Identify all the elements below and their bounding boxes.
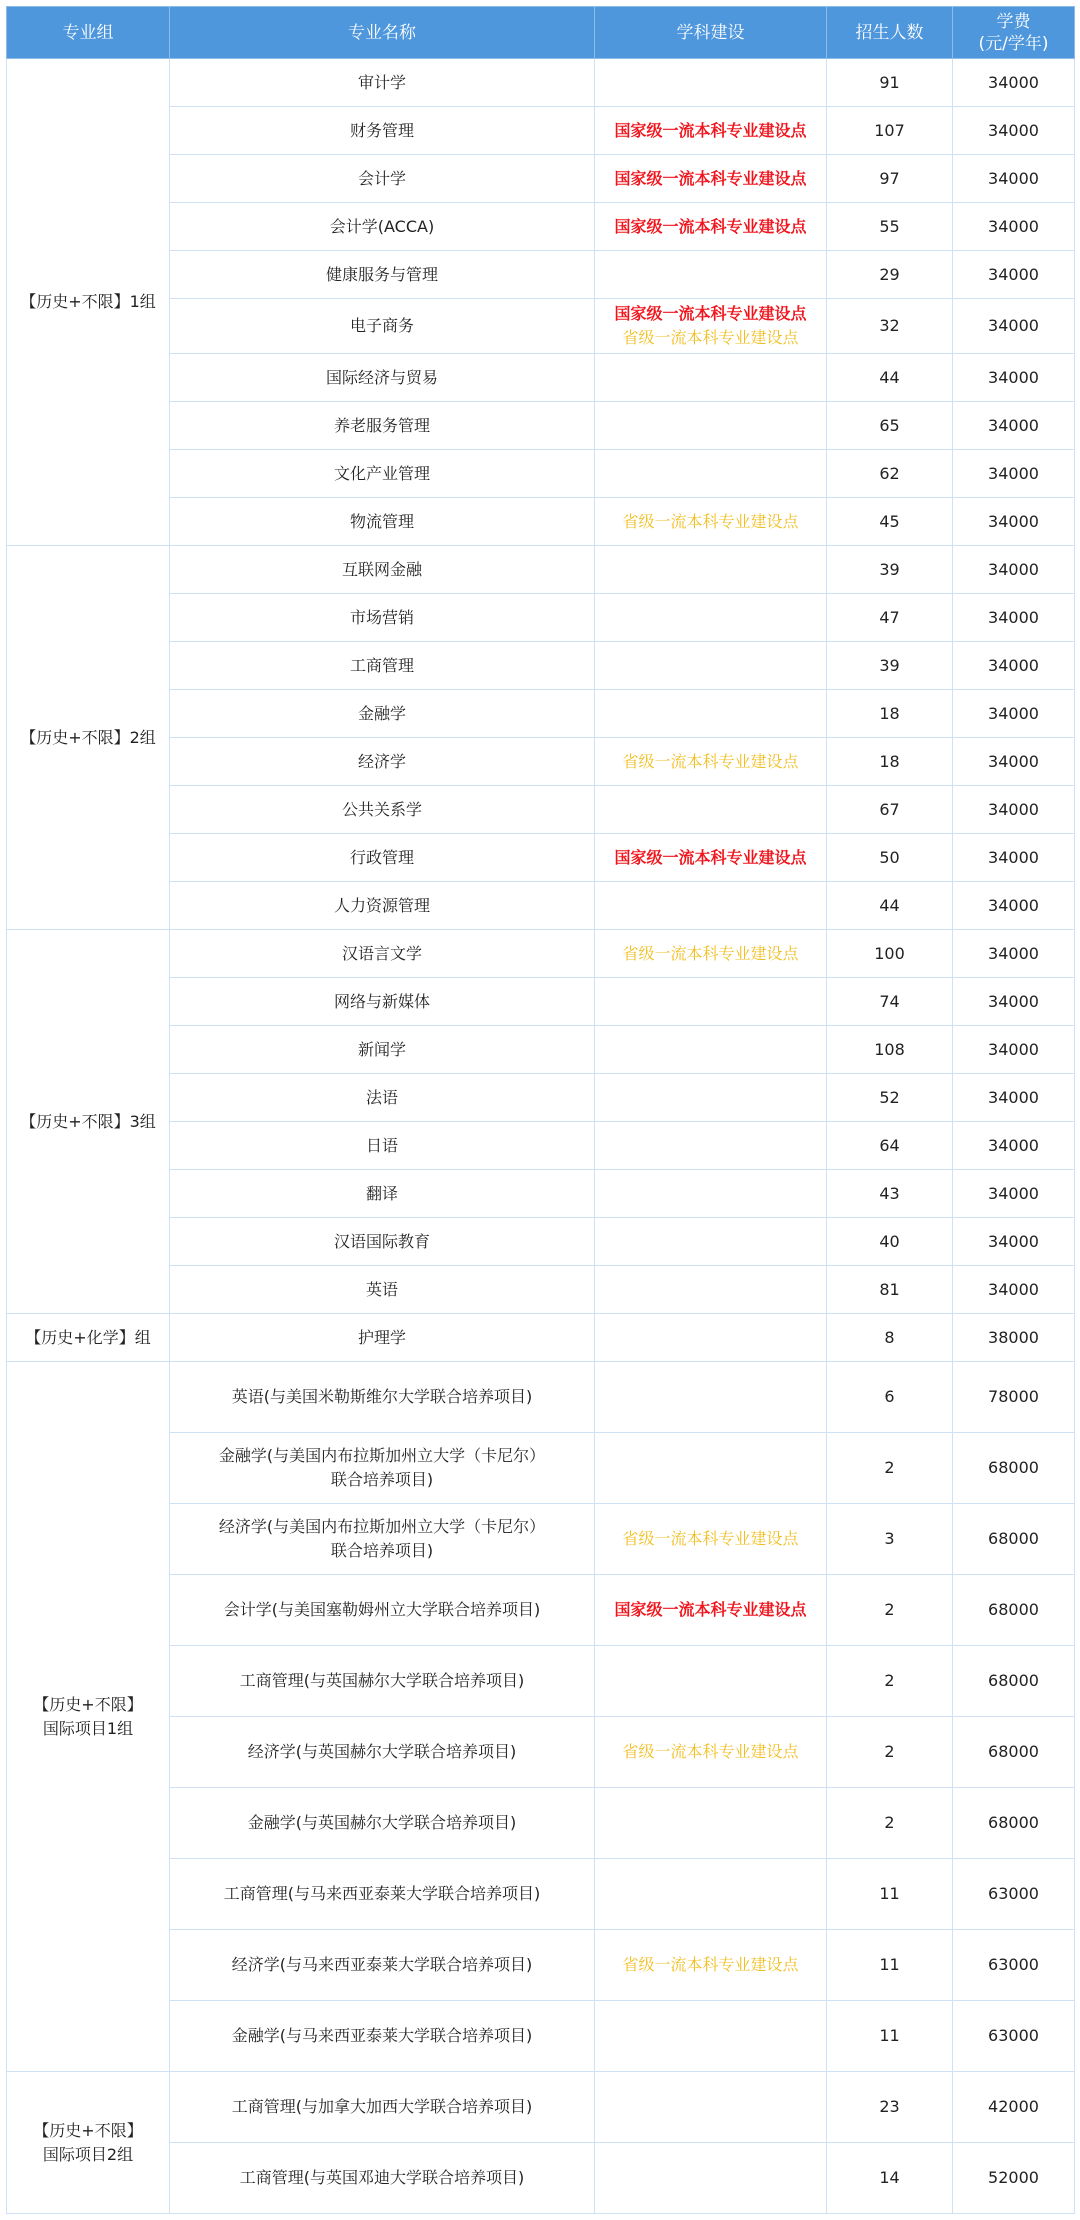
tuition-fee: 34000	[953, 251, 1075, 299]
national-badge: 国家级一流本科专业建设点	[614, 120, 807, 140]
tuition-fee: 34000	[953, 594, 1075, 642]
enrollment-count: 74	[827, 978, 953, 1026]
tuition-fee: 63000	[953, 1930, 1075, 2001]
tuition-fee: 34000	[953, 1218, 1075, 1266]
build-cell	[595, 402, 827, 450]
header-group: 专业组	[7, 7, 170, 59]
header-row	[7, 7, 1075, 59]
build-cell	[595, 1504, 827, 1575]
enrollment-count: 97	[827, 155, 953, 203]
major-name: 审计学	[357, 72, 406, 92]
build-cell	[595, 1646, 827, 1717]
major-name-cell	[170, 402, 595, 450]
build-cell	[595, 59, 827, 107]
major-name: 财务管理	[349, 120, 414, 140]
major-name-cell	[170, 786, 595, 834]
tuition-fee: 34000	[953, 930, 1075, 978]
tuition-fee: 63000	[953, 1859, 1075, 1930]
major-name: 健康服务与管理	[325, 264, 438, 284]
tuition-fee: 34000	[953, 1074, 1075, 1122]
tuition-fee: 34000	[953, 402, 1075, 450]
major-name: 经济学(与美国内布拉斯加州立大学（卡尼尔）	[218, 1517, 546, 1536]
major-name-cell	[170, 2143, 595, 2214]
major-name-cell	[170, 1646, 595, 1717]
build-cell	[595, 882, 827, 930]
major-name-cell	[170, 155, 595, 203]
build-cell	[595, 450, 827, 498]
enrollment-count: 67	[827, 786, 953, 834]
enrollment-count: 81	[827, 1266, 953, 1314]
enrollment-count: 2	[827, 1646, 953, 1717]
major-name-cell	[170, 1122, 595, 1170]
group-label: 【历史+化学】组	[25, 1327, 151, 1347]
major-name: 电子商务	[349, 316, 414, 335]
major-name-cell	[170, 738, 595, 786]
enrollment-count: 39	[827, 546, 953, 594]
header-name: 专业名称	[170, 7, 595, 59]
major-name: 会计学(与美国塞勒姆州立大学联合培养项目)	[223, 1600, 541, 1619]
major-name: 工商管理(与英国邓迪大学联合培养项目)	[239, 2168, 525, 2187]
header-count: 招生人数	[827, 7, 953, 59]
tuition-fee: 34000	[953, 978, 1075, 1026]
major-name: 金融学(与英国赫尔大学联合培养项目)	[247, 1813, 517, 1832]
enrollment-count: 39	[827, 642, 953, 690]
major-name-cell	[170, 2072, 595, 2143]
major-name-cell	[170, 978, 595, 1026]
major-name: 经济学(与马来西亚泰莱大学联合培养项目)	[231, 1955, 533, 1974]
major-name: 公共关系学	[341, 799, 422, 819]
tuition-fee: 34000	[953, 882, 1075, 930]
enrollment-count: 52	[827, 1074, 953, 1122]
enrollment-count: 23	[827, 2072, 953, 2143]
major-name-cell	[170, 1314, 595, 1362]
major-name-cell	[170, 930, 595, 978]
major-name-cell	[170, 1788, 595, 1859]
enrollment-count: 18	[827, 738, 953, 786]
major-name-cell	[170, 834, 595, 882]
enrollment-count: 44	[827, 354, 953, 402]
tuition-fee: 34000	[953, 299, 1075, 354]
major-name-cell	[170, 2001, 595, 2072]
national-badge: 国家级一流本科专业建设点	[614, 304, 807, 323]
build-cell	[595, 1575, 827, 1646]
provincial-badge: 省级一流本科专业建设点	[622, 1742, 799, 1761]
provincial-badge: 省级一流本科专业建设点	[622, 511, 799, 531]
tuition-fee: 34000	[953, 498, 1075, 546]
major-name-cell	[170, 882, 595, 930]
group-label: 国际项目1组	[42, 1718, 134, 1738]
major-name-cell	[170, 642, 595, 690]
build-cell	[595, 2072, 827, 2143]
tuition-fee: 68000	[953, 1717, 1075, 1788]
build-cell	[595, 834, 827, 882]
tuition-fee: 68000	[953, 1575, 1075, 1646]
enrollment-count: 40	[827, 1218, 953, 1266]
major-name-cell	[170, 1504, 595, 1575]
tuition-fee: 34000	[953, 1026, 1075, 1074]
major-name-cell	[170, 1218, 595, 1266]
major-name-cell	[170, 1575, 595, 1646]
major-name-cell	[170, 1074, 595, 1122]
header-fee-line1: 学费	[996, 11, 1031, 32]
build-cell	[595, 1266, 827, 1314]
major-name: 联合培养项目)	[330, 1541, 434, 1560]
build-cell	[595, 1218, 827, 1266]
build-cell	[595, 642, 827, 690]
table-row	[7, 2072, 1075, 2143]
enrollment-count: 14	[827, 2143, 953, 2214]
enrollment-count: 107	[827, 107, 953, 155]
enrollment-count: 2	[827, 1788, 953, 1859]
major-name: 物流管理	[349, 511, 414, 531]
header-fee-line2: (元/学年)	[978, 33, 1049, 54]
major-name: 新闻学	[357, 1039, 406, 1059]
major-name-cell	[170, 1026, 595, 1074]
build-cell	[595, 1170, 827, 1218]
major-name-cell	[170, 1930, 595, 2001]
build-cell	[595, 1717, 827, 1788]
build-cell	[595, 978, 827, 1026]
tuition-fee: 34000	[953, 546, 1075, 594]
tuition-fee: 34000	[953, 450, 1075, 498]
enrollment-count: 108	[827, 1026, 953, 1074]
admission-table-wrapper	[6, 6, 1074, 2214]
build-cell	[595, 354, 827, 402]
table-row	[7, 59, 1075, 107]
build-cell	[595, 1362, 827, 1433]
build-cell	[595, 498, 827, 546]
tuition-fee: 34000	[953, 834, 1075, 882]
build-cell	[595, 2001, 827, 2072]
major-name: 联合培养项目)	[330, 1470, 434, 1489]
major-name: 经济学	[357, 751, 406, 771]
major-name-cell	[170, 251, 595, 299]
major-name: 人力资源管理	[333, 895, 430, 915]
enrollment-count: 45	[827, 498, 953, 546]
tuition-fee: 34000	[953, 107, 1075, 155]
tuition-fee: 34000	[953, 1122, 1075, 1170]
enrollment-count: 43	[827, 1170, 953, 1218]
group-label: 【历史+不限】	[33, 1694, 143, 1714]
build-cell	[595, 786, 827, 834]
enrollment-count: 2	[827, 1575, 953, 1646]
enrollment-count: 18	[827, 690, 953, 738]
tuition-fee: 34000	[953, 203, 1075, 251]
major-name-cell	[170, 1717, 595, 1788]
build-cell	[595, 738, 827, 786]
group-cell	[7, 1362, 170, 2072]
major-name-cell	[170, 1362, 595, 1433]
tuition-fee: 68000	[953, 1788, 1075, 1859]
major-name: 汉语言文学	[341, 943, 422, 963]
enrollment-count: 47	[827, 594, 953, 642]
tuition-fee: 52000	[953, 2143, 1075, 2214]
provincial-badge: 省级一流本科专业建设点	[622, 943, 799, 963]
major-name-cell	[170, 1859, 595, 1930]
major-name-cell	[170, 1170, 595, 1218]
enrollment-count: 62	[827, 450, 953, 498]
header-fee	[953, 7, 1075, 59]
tuition-fee: 34000	[953, 1266, 1075, 1314]
major-name: 经济学(与英国赫尔大学联合培养项目)	[247, 1742, 517, 1761]
tuition-fee: 68000	[953, 1433, 1075, 1504]
group-cell	[7, 546, 170, 930]
national-badge: 国家级一流本科专业建设点	[614, 847, 807, 867]
build-cell	[595, 1074, 827, 1122]
major-name-cell	[170, 354, 595, 402]
build-cell	[595, 546, 827, 594]
major-name: 工商管理(与加拿大加西大学联合培养项目)	[231, 2097, 533, 2116]
tuition-fee: 68000	[953, 1504, 1075, 1575]
major-name-cell	[170, 59, 595, 107]
build-cell	[595, 2143, 827, 2214]
major-name-cell	[170, 450, 595, 498]
major-name-cell	[170, 498, 595, 546]
major-name: 金融学(与美国内布拉斯加州立大学（卡尼尔）	[218, 1446, 546, 1465]
admission-table	[6, 6, 1075, 2214]
major-name-cell	[170, 690, 595, 738]
enrollment-count: 55	[827, 203, 953, 251]
tuition-fee: 34000	[953, 1170, 1075, 1218]
build-cell	[595, 299, 827, 354]
table-body	[7, 59, 1075, 2214]
tuition-fee: 34000	[953, 786, 1075, 834]
tuition-fee: 34000	[953, 155, 1075, 203]
group-cell	[7, 930, 170, 1314]
provincial-badge: 省级一流本科专业建设点	[622, 328, 799, 347]
build-cell	[595, 930, 827, 978]
enrollment-count: 11	[827, 1930, 953, 2001]
group-cell	[7, 2072, 170, 2214]
header-build: 学科建设	[595, 7, 827, 59]
group-label: 【历史+不限】	[33, 2120, 143, 2140]
major-name-cell	[170, 594, 595, 642]
table-row	[7, 1314, 1075, 1362]
enrollment-count: 64	[827, 1122, 953, 1170]
major-name: 法语	[365, 1087, 398, 1107]
build-cell	[595, 594, 827, 642]
major-name-cell	[170, 299, 595, 354]
table-row	[7, 546, 1075, 594]
tuition-fee: 34000	[953, 642, 1075, 690]
build-cell	[595, 1314, 827, 1362]
national-badge: 国家级一流本科专业建设点	[614, 168, 807, 188]
enrollment-count: 29	[827, 251, 953, 299]
major-name: 英语(与美国米勒斯维尔大学联合培养项目)	[231, 1387, 533, 1406]
tuition-fee: 34000	[953, 59, 1075, 107]
enrollment-count: 8	[827, 1314, 953, 1362]
build-cell	[595, 107, 827, 155]
major-name: 网络与新媒体	[333, 991, 430, 1011]
major-name-cell	[170, 546, 595, 594]
major-name: 金融学	[357, 703, 406, 723]
major-name: 市场营销	[349, 607, 414, 627]
group-label: 国际项目2组	[42, 2144, 134, 2164]
enrollment-count: 3	[827, 1504, 953, 1575]
tuition-fee: 34000	[953, 690, 1075, 738]
enrollment-count: 2	[827, 1717, 953, 1788]
major-name: 日语	[365, 1135, 398, 1155]
build-cell	[595, 251, 827, 299]
enrollment-count: 2	[827, 1433, 953, 1504]
group-label: 【历史+不限】1组	[20, 292, 156, 311]
enrollment-count: 11	[827, 1859, 953, 1930]
major-name: 工商管理(与马来西亚泰莱大学联合培养项目)	[223, 1884, 541, 1903]
tuition-fee: 68000	[953, 1646, 1075, 1717]
group-label: 【历史+不限】3组	[20, 1111, 156, 1131]
tuition-fee: 38000	[953, 1314, 1075, 1362]
tuition-fee: 34000	[953, 354, 1075, 402]
table-row	[7, 930, 1075, 978]
enrollment-count: 65	[827, 402, 953, 450]
major-name-cell	[170, 203, 595, 251]
group-label: 【历史+不限】2组	[20, 727, 156, 747]
major-name-cell	[170, 1266, 595, 1314]
major-name: 工商管理(与英国赫尔大学联合培养项目)	[239, 1671, 525, 1690]
major-name: 金融学(与马来西亚泰莱大学联合培养项目)	[231, 2026, 533, 2045]
major-name: 翻译	[365, 1183, 398, 1203]
major-name: 会计学(ACCA)	[329, 216, 435, 236]
enrollment-count: 32	[827, 299, 953, 354]
build-cell	[595, 1930, 827, 2001]
build-cell	[595, 203, 827, 251]
enrollment-count: 6	[827, 1362, 953, 1433]
enrollment-count: 44	[827, 882, 953, 930]
national-badge: 国家级一流本科专业建设点	[614, 216, 807, 236]
build-cell	[595, 1433, 827, 1504]
major-name-cell	[170, 107, 595, 155]
tuition-fee: 78000	[953, 1362, 1075, 1433]
major-name: 养老服务管理	[333, 415, 430, 435]
tuition-fee: 63000	[953, 2001, 1075, 2072]
major-name: 会计学	[357, 168, 406, 188]
group-cell	[7, 1314, 170, 1362]
group-cell	[7, 59, 170, 546]
build-cell	[595, 690, 827, 738]
enrollment-count: 91	[827, 59, 953, 107]
build-cell	[595, 1122, 827, 1170]
major-name: 互联网金融	[341, 559, 422, 579]
build-cell	[595, 1026, 827, 1074]
enrollment-count: 11	[827, 2001, 953, 2072]
enrollment-count: 50	[827, 834, 953, 882]
major-name: 行政管理	[349, 847, 414, 867]
national-badge: 国家级一流本科专业建设点	[614, 1600, 807, 1619]
enrollment-count: 100	[827, 930, 953, 978]
build-cell	[595, 155, 827, 203]
major-name: 护理学	[357, 1327, 406, 1347]
major-name: 英语	[365, 1279, 398, 1299]
provincial-badge: 省级一流本科专业建设点	[622, 1955, 799, 1974]
provincial-badge: 省级一流本科专业建设点	[622, 1529, 799, 1548]
build-cell	[595, 1859, 827, 1930]
major-name: 国际经济与贸易	[325, 367, 438, 387]
tuition-fee: 42000	[953, 2072, 1075, 2143]
major-name: 汉语国际教育	[333, 1231, 430, 1251]
table-row	[7, 1362, 1075, 1433]
tuition-fee: 34000	[953, 738, 1075, 786]
major-name: 文化产业管理	[333, 463, 430, 483]
build-cell	[595, 1788, 827, 1859]
major-name: 工商管理	[349, 655, 414, 675]
major-name-cell	[170, 1433, 595, 1504]
provincial-badge: 省级一流本科专业建设点	[622, 751, 799, 771]
